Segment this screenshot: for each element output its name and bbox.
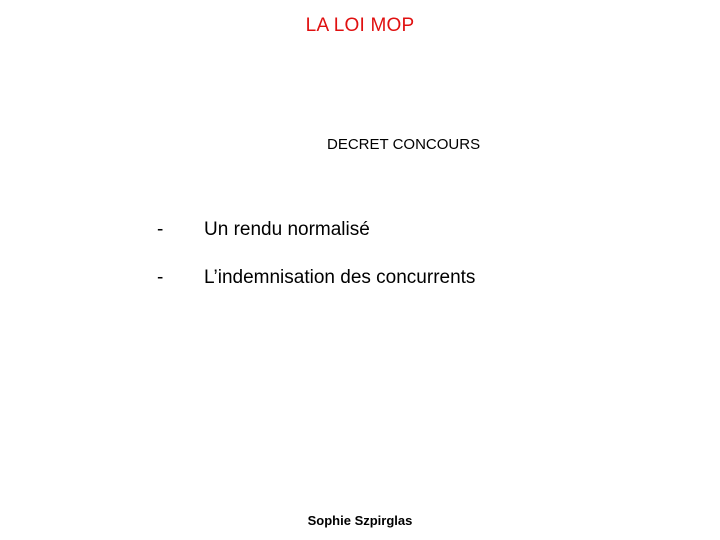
bullet-marker: - bbox=[157, 267, 164, 288]
author-footer: Sophie Szpirglas bbox=[307, 513, 413, 528]
bullet-text: L’indemnisation des concurrents bbox=[204, 267, 476, 288]
slide-title: LA LOI MOP bbox=[305, 15, 415, 36]
slide-subtitle: DECRET CONCOURS bbox=[327, 136, 481, 153]
bullet-marker: - bbox=[157, 219, 164, 240]
bullet-text: Un rendu normalisé bbox=[204, 219, 370, 240]
